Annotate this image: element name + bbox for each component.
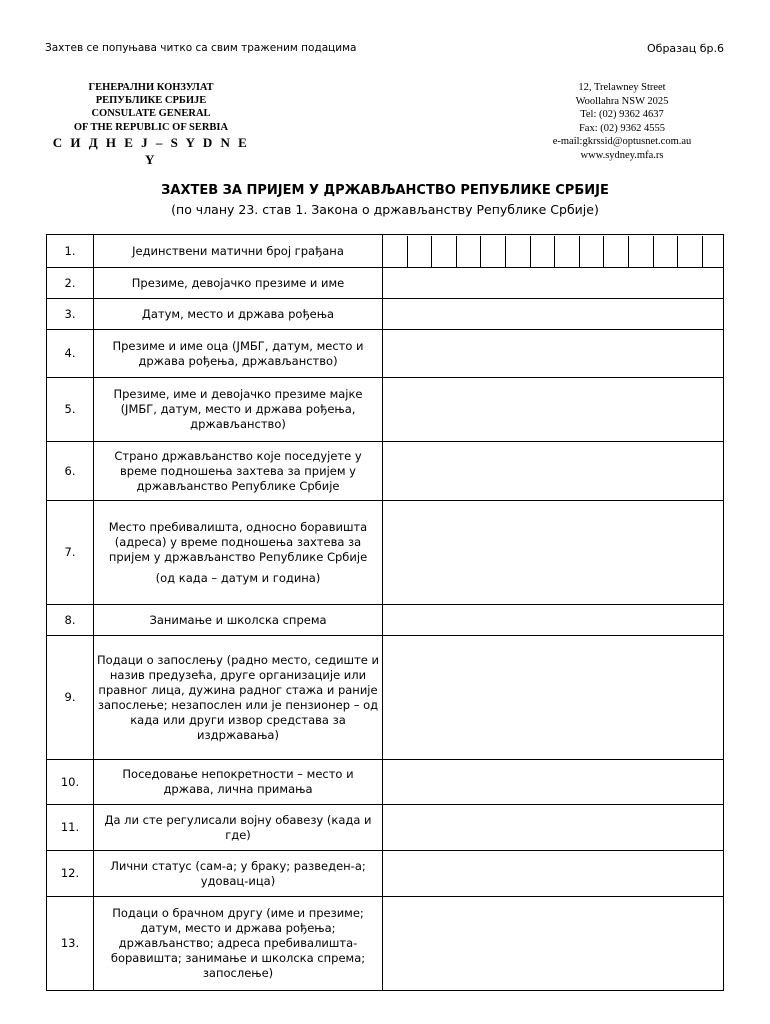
row-label: Место пребивалишта, односно боравишта (адреса) у време подношења захтева за пријем у држављанство Републике Србије	[108, 519, 368, 564]
row-number: 5.	[47, 378, 94, 442]
row-label: Занимање и школска спрема	[94, 605, 383, 636]
consulate-city: С И Д Н Е Ј – S Y D N E Y	[52, 134, 250, 167]
row-number: 13.	[47, 897, 94, 991]
row-label: Презиме, девојачко презиме и име	[94, 268, 383, 299]
table-row	[47, 897, 724, 991]
row-label: Страно држављанство које поседујете у време подношења захтева за пријем у држављанство Републике Србије	[94, 442, 383, 501]
row-label: Да ли сте регулисали војну обавезу (када и где)	[94, 805, 383, 851]
table-row	[47, 235, 724, 268]
jmbg-digit-box[interactable]	[603, 236, 628, 267]
row-label: Датум, место и држава рођења	[94, 299, 383, 330]
answer-field[interactable]	[383, 330, 724, 378]
row-number: 3.	[47, 299, 94, 330]
row-label-note: (од када – датум и година)	[155, 570, 321, 585]
table-row	[47, 330, 724, 378]
row-number: 11.	[47, 805, 94, 851]
jmbg-digit-box[interactable]	[677, 236, 702, 267]
row-label: Подаци о брачном другу (име и презиме; датум, место и држава рођења; држављанство; адреса пребивалишта-боравишта; занимање и школска спрема; запослење)	[94, 897, 383, 991]
jmbg-digit-box[interactable]	[407, 236, 432, 267]
jmbg-digit-box[interactable]	[383, 236, 407, 267]
form-title: ЗАХТЕВ ЗА ПРИЈЕМ У ДРЖАВЉАНСТВО РЕПУБЛИКЕ СРБИЈЕ	[161, 183, 609, 198]
answer-field[interactable]	[383, 605, 724, 636]
application-table	[46, 234, 724, 991]
jmbg-digit-box[interactable]	[579, 236, 604, 267]
jmbg-digit-box[interactable]	[431, 236, 456, 267]
answer-field[interactable]	[383, 299, 724, 330]
table-row	[47, 501, 724, 605]
table-row	[47, 636, 724, 760]
row-number: 9.	[47, 636, 94, 760]
row-number: 10.	[47, 760, 94, 805]
consulate-line: CONSULATE GENERAL	[91, 108, 211, 120]
answer-field[interactable]	[383, 851, 724, 897]
consulate-line: ГЕНЕРАЛНИ КОНЗУЛАТ	[88, 82, 214, 93]
table-row	[47, 442, 724, 501]
website: www.sydney.mfa.rs	[580, 149, 664, 161]
row-number: 4.	[47, 330, 94, 378]
row-label: Јединствени матични број грађана	[94, 235, 383, 268]
jmbg-digit-box[interactable]	[653, 236, 678, 267]
row-label: Презиме и име оца (ЈМБГ, датум, место и држава рођења, држављанство)	[94, 330, 383, 378]
row-label: Лични статус (сам-а; у браку; разведен-а; удовац-ица)	[94, 851, 383, 897]
phone: Tel: (02) 9362 4637	[580, 109, 664, 121]
table-row	[47, 805, 724, 851]
form-code: Образац бр.6	[647, 42, 724, 55]
row-number: 2.	[47, 268, 94, 299]
consulate-line: OF THE REPUBLIC OF SERBIA	[73, 121, 229, 133]
consulate-line: РЕПУБЛИКЕ СРБИЈЕ	[95, 95, 207, 107]
email: e-mail:gkrssid@optusnet.com.au	[552, 136, 692, 148]
answer-field[interactable]	[383, 636, 724, 760]
table-row	[47, 760, 724, 805]
row-number: 6.	[47, 442, 94, 501]
jmbg-digit-box	[702, 236, 723, 267]
contact-block	[533, 81, 711, 163]
address-line: 12, Trelawney Street	[578, 82, 666, 93]
answer-field[interactable]	[383, 805, 724, 851]
table-row	[47, 299, 724, 330]
answer-field[interactable]	[383, 897, 724, 991]
answer-field[interactable]	[383, 442, 724, 501]
row-label-block	[94, 501, 383, 605]
jmbg-digit-box[interactable]	[456, 236, 481, 267]
row-number: 7.	[47, 501, 94, 605]
answer-field[interactable]	[383, 760, 724, 805]
instruction-note: Захтев се попуњава читко са свим траженим подацима	[45, 42, 357, 54]
jmbg-digit-boxes	[383, 236, 723, 267]
row-number: 12.	[47, 851, 94, 897]
answer-field[interactable]	[383, 378, 724, 442]
row-number: 1.	[47, 235, 94, 268]
jmbg-digit-box[interactable]	[530, 236, 555, 267]
table-row	[47, 378, 724, 442]
table-row	[47, 605, 724, 636]
answer-field[interactable]	[383, 268, 724, 299]
row-number: 8.	[47, 605, 94, 636]
address-line: Woollahra NSW 2025	[575, 95, 669, 107]
table-row	[47, 851, 724, 897]
jmbg-digit-box[interactable]	[480, 236, 505, 267]
table-row	[47, 268, 724, 299]
fax: Fax: (02) 9362 4555	[578, 122, 666, 134]
row-label: Поседовање непокретности – место и држава, лична примања	[94, 760, 383, 805]
top-line	[45, 42, 724, 60]
jmbg-digit-box[interactable]	[628, 236, 653, 267]
consulate-header	[46, 81, 256, 168]
answer-field[interactable]	[383, 501, 724, 605]
jmbg-field[interactable]	[383, 235, 724, 268]
jmbg-digit-box[interactable]	[505, 236, 530, 267]
row-label: Презиме, име и девојачко презиме мајке (ЈМБГ, датум, место и држава рођења, држављанство)	[94, 378, 383, 442]
jmbg-digit-box[interactable]	[554, 236, 579, 267]
row-label: Подаци о запослењу (радно место, седиште и назив предузећа, друге организације или правног лица, дужина радног стажа и раније запослење; незапослен или је пензионер – од када или други извор средстава за издржавања)	[94, 636, 383, 760]
form-subtitle: (по члану 23. став 1. Закона о држављанству Републике Србије)	[171, 202, 599, 217]
